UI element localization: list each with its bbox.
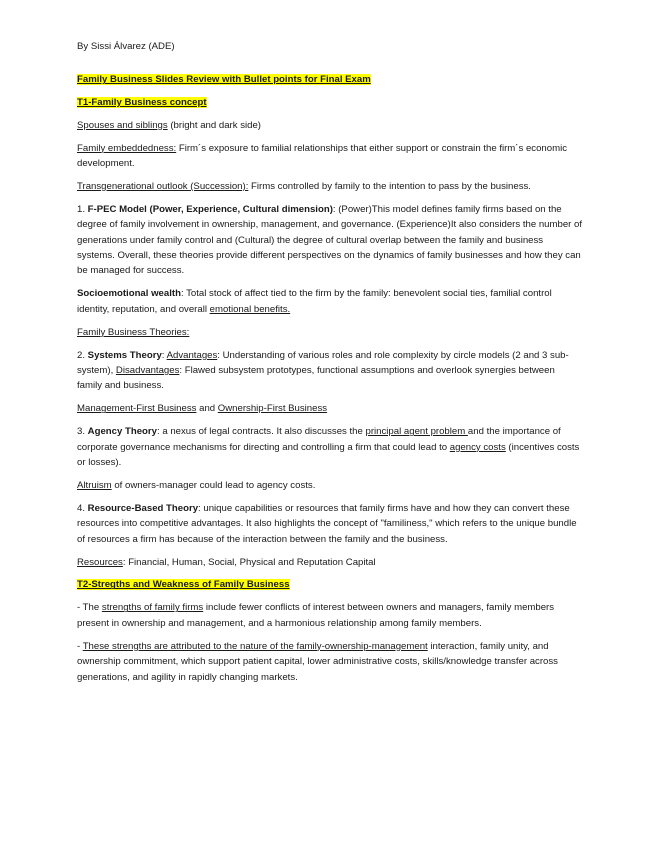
systems-number: 2.	[77, 349, 88, 361]
systems-term: Systems Theory	[87, 349, 162, 361]
systems-sep: :	[161, 349, 167, 361]
resources-paragraph	[77, 555, 582, 570]
sew-term: Socioemotional wealth	[77, 288, 181, 300]
embeddedness-term: Family embeddedness:	[77, 142, 177, 154]
author-line: By Sissi Álvarez (ADE)	[77, 41, 175, 52]
strengths1-text: include fewer conflicts of interest between owners and managers, family members present in ownership and management, and a harmonious relationship among family members.	[77, 602, 555, 629]
t2-heading	[77, 577, 582, 592]
sew-emotional-benefits: emotional benefits.	[209, 303, 291, 315]
fpec-paragraph	[77, 202, 582, 279]
sew-paragraph	[77, 286, 582, 317]
rbt-paragraph	[77, 501, 582, 547]
theories-heading	[77, 325, 582, 340]
t1-heading	[77, 95, 582, 110]
altruism-paragraph	[77, 478, 582, 493]
t1-heading-highlight: T1-Family Business concept	[77, 96, 207, 108]
ownership-first-term: Ownership-First Business	[217, 403, 328, 415]
altruism-text: of owners-manager could lead to agency costs.	[111, 479, 316, 491]
strengths-paragraph-1	[77, 600, 582, 631]
systems-disadvantages: Disadvantages	[115, 365, 180, 376]
strengths1-term: strengths of family firms	[101, 602, 204, 614]
rbt-term: Resource-Based Theory	[87, 502, 199, 514]
resources-text: : Financial, Human, Social, Physical and Reputation Capital	[122, 556, 376, 568]
altruism-term: Altruism	[77, 479, 112, 491]
transgenerational-paragraph	[77, 179, 582, 194]
mgmt-first-paragraph	[77, 401, 582, 416]
embeddedness-text: Firm´s exposure to familial relationships that either support or constrain the firm´s economic development.	[77, 142, 568, 170]
management-first-term: Management-First Business	[77, 403, 197, 415]
title-highlight: Family Business Slides Review with Bullet points for Final Exam	[77, 74, 371, 86]
resources-term: Resources	[77, 556, 123, 568]
strengths1-lead: - The	[77, 602, 102, 614]
strengths-paragraph-2	[77, 639, 582, 685]
agency-number: 3.	[77, 426, 88, 438]
document-title	[77, 72, 582, 87]
spouses-term: Spouses and siblings	[77, 119, 168, 131]
transgenerational-term: Transgenerational outlook (Succession):	[77, 180, 249, 192]
principal-agent-term: principal agent problem	[365, 426, 468, 438]
document-body	[77, 39, 582, 692]
theories-heading-text: Family Business Theories:	[77, 326, 190, 338]
systems-text-2: : Flawed subsystem prototypes, functional assumptions and overlook synergies between family and business.	[77, 365, 555, 392]
fpec-term: F-PEC Model (Power, Experience, Cultural dimension)	[87, 203, 333, 215]
agency-text-2: and the importance of corporate governance mechanisms for directing and controlling a firm that could lead to	[77, 426, 561, 453]
systems-text-1: : Understanding of various roles and role complexity by circle models (2 and 3 sub-system),	[77, 349, 569, 376]
transgenerational-text: Firms controlled by family to the intention to pass by the business.	[248, 180, 531, 192]
strengths2-term: These strengths are attributed to the nature of the family-ownership-management	[82, 640, 428, 652]
agency-costs-term: agency costs	[449, 441, 506, 453]
agency-paragraph	[77, 424, 582, 470]
agency-term: Agency Theory	[87, 426, 157, 438]
agency-text-1: : a nexus of legal contracts. It also discusses the	[156, 426, 366, 438]
rbt-number: 4.	[77, 502, 88, 514]
spouses-text: (bright and dark side)	[167, 119, 261, 131]
systems-advantages: Advantages	[166, 349, 218, 361]
strengths2-lead: -	[77, 640, 83, 652]
strengths2-text: interaction, family unity, and ownership commitment, which support patient capital, lower administrative costs, skills/knowledge transfer across generations, and agility in rapidly changing markets.	[77, 640, 558, 683]
t2-heading-highlight: T2-Stregths and Weakness of Family Business	[77, 579, 290, 591]
systems-paragraph	[77, 348, 582, 394]
mgmt-and: and	[196, 403, 218, 415]
embeddedness-paragraph	[77, 141, 582, 172]
fpec-text: : (Power)This model defines family firms based on the degree of family involvement in ownership, management, and governance. (Experience)It also considers the number of generations under family control and (Cultural) the degree of cultural overlap between the family and business systems. Overall, these theories provide different perspectives on the dynamics of family businesses and how they can be managed for success.	[77, 203, 583, 277]
sew-text: : Total stock of affect tied to the firm by the family: benevolent social ties, familial control identity, reputation, and overall	[77, 288, 552, 315]
spouses-paragraph	[77, 118, 582, 133]
rbt-text: : unique capabilities or resources that family firms have and how they can convert these resources into competitive advantages. It also highlights the concept of "familiness," which refers to the unique bundle of resources a firm has because of the interaction between the family and the business.	[77, 502, 577, 545]
fpec-number: 1.	[77, 203, 88, 215]
agency-text-3: (incentives costs or losses).	[77, 441, 580, 469]
